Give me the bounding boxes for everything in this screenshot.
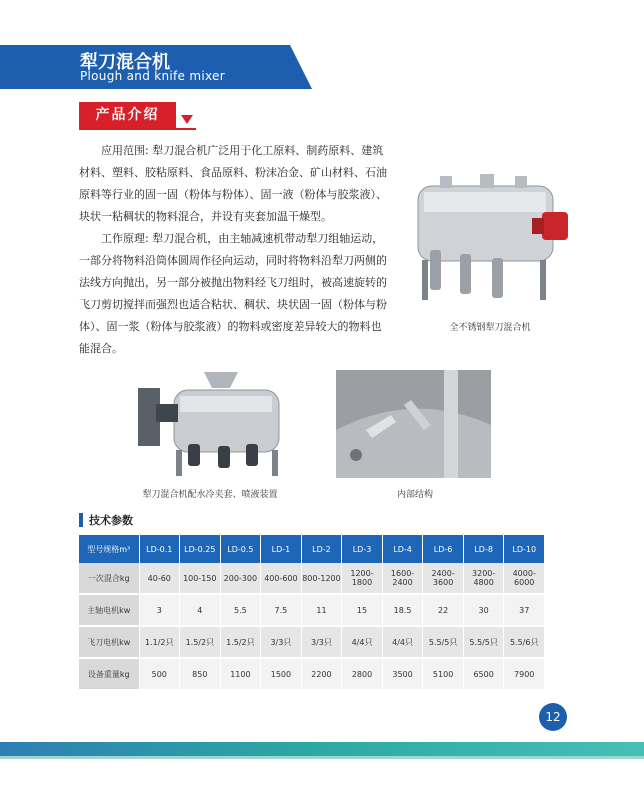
spec-cell: 3200-4800 [463, 563, 504, 594]
spec-cell: 40-60 [139, 563, 180, 594]
spec-cell: 4000-6000 [504, 563, 545, 594]
section-underline [79, 128, 196, 130]
spec-row-label: 一次混合kg [79, 563, 139, 594]
spec-cell: 4/4只 [342, 626, 383, 658]
spec-cell: 5.5 [220, 594, 261, 626]
caption-cooling-photo: 犁刀混合机配水冷夹套、喷液装置 [142, 490, 278, 500]
spec-cell: 800-1200 [301, 563, 342, 594]
spec-cell: 5.5/5只 [423, 626, 464, 658]
caption-main-photo: 全不锈钢犁刀混合机 [449, 323, 531, 333]
spec-cell: 1.5/2只 [220, 626, 261, 658]
spec-cell: 850 [180, 658, 221, 690]
triangle-down-icon [181, 115, 193, 124]
spec-cell: 11 [301, 594, 342, 626]
spec-cell: 500 [139, 658, 180, 690]
footer-band [0, 742, 644, 756]
cooling-jacket-photo [126, 366, 294, 481]
main-product-photo [400, 168, 570, 310]
spec-cell: 3 [139, 594, 180, 626]
spec-model: LD-3 [342, 535, 383, 563]
spec-row-main-motor [79, 594, 545, 626]
spec-row-label: 设备重量kg [79, 658, 139, 690]
spec-model: LD-8 [463, 535, 504, 563]
spec-cell: 5.5/6只 [504, 626, 545, 658]
spec-cell: 4 [180, 594, 221, 626]
spec-cell: 1100 [220, 658, 261, 690]
spec-cell: 3/3只 [261, 626, 302, 658]
spec-cell: 15 [342, 594, 383, 626]
spec-row-knife-motor [79, 626, 545, 658]
spec-table [79, 535, 545, 691]
spec-cell: 6500 [463, 658, 504, 690]
spec-cell: 3500 [382, 658, 423, 690]
spec-cell: 1.1/2只 [139, 626, 180, 658]
spec-cell: 1600-2400 [382, 563, 423, 594]
page-subtitle: Plough and knife mixer [80, 69, 225, 83]
spec-cell: 7900 [504, 658, 545, 690]
spec-model: LD-1 [261, 535, 302, 563]
spec-cell: 5100 [423, 658, 464, 690]
spec-model: LD-0.5 [220, 535, 261, 563]
intro-text [79, 140, 391, 360]
internal-structure-photo [336, 370, 491, 478]
spec-model: LD-2 [301, 535, 342, 563]
spec-cell: 200-300 [220, 563, 261, 594]
tech-title-marker [79, 513, 83, 527]
spec-cell: 30 [463, 594, 504, 626]
spec-cell: 7.5 [261, 594, 302, 626]
spec-model: LD-0.1 [139, 535, 180, 563]
footer-line [0, 756, 644, 759]
section-label: 产品介绍 [79, 102, 176, 128]
spec-row-capacity [79, 563, 545, 594]
spec-cell: 2400-3600 [423, 563, 464, 594]
spec-cell: 22 [423, 594, 464, 626]
spec-cell: 1.5/2只 [180, 626, 221, 658]
spec-row-weight [79, 658, 545, 690]
spec-cell: 2800 [342, 658, 383, 690]
intro-paragraph-scope: 应用范围: 犁刀混合机广泛用于化工原料、制药原料、建筑材料、塑料、胶粘原料、食品原料、粉沫冶金、矿山材料、石油原料等行业的固一固（粉体与粉体）、固一液（粉体与胶浆液）、块状一粘稠状的物料混合，并设有夹套加温干燥型。 [79, 144, 387, 223]
spec-cell: 400-600 [261, 563, 302, 594]
spec-cell: 5.5/5只 [463, 626, 504, 658]
spec-cell: 1200-1800 [342, 563, 383, 594]
spec-model: LD-10 [504, 535, 545, 563]
tech-title: 技术参数 [89, 514, 133, 527]
spec-model: LD-0.25 [180, 535, 221, 563]
spec-header-label: 型号规格m³ [79, 535, 139, 563]
spec-cell: 100-150 [180, 563, 221, 594]
spec-cell: 1500 [261, 658, 302, 690]
spec-cell: 4/4只 [382, 626, 423, 658]
spec-header-row [79, 535, 545, 563]
spec-cell: 37 [504, 594, 545, 626]
spec-model: LD-6 [423, 535, 464, 563]
spec-model: LD-4 [382, 535, 423, 563]
spec-cell: 18.5 [382, 594, 423, 626]
intro-paragraph-principle: 工作原理: 犁刀混合机，由主轴减速机带动犁刀组轴运动，一部分将物料沿筒体圆周作径向运动，同时将物料沿犁刀两侧的法线方向抛出，另一部分被抛出物料经飞刀组时，被高速旋转的飞刀剪切搅拌而强烈也适合粘状、稠状、块状固一固（粉体与粉体）、固一浆（粉体与胶浆液）的物料或密度差异较大的物料也能混合。 [79, 232, 387, 355]
caption-internal-photo: 内部结构 [396, 490, 433, 500]
spec-cell: 2200 [301, 658, 342, 690]
page-title: 犁刀混合机 [80, 52, 170, 73]
spec-row-label: 主轴电机kw [79, 594, 139, 626]
spec-row-label: 飞刀电机kw [79, 626, 139, 658]
page-number: 12 [539, 703, 567, 731]
spec-cell: 3/3只 [301, 626, 342, 658]
